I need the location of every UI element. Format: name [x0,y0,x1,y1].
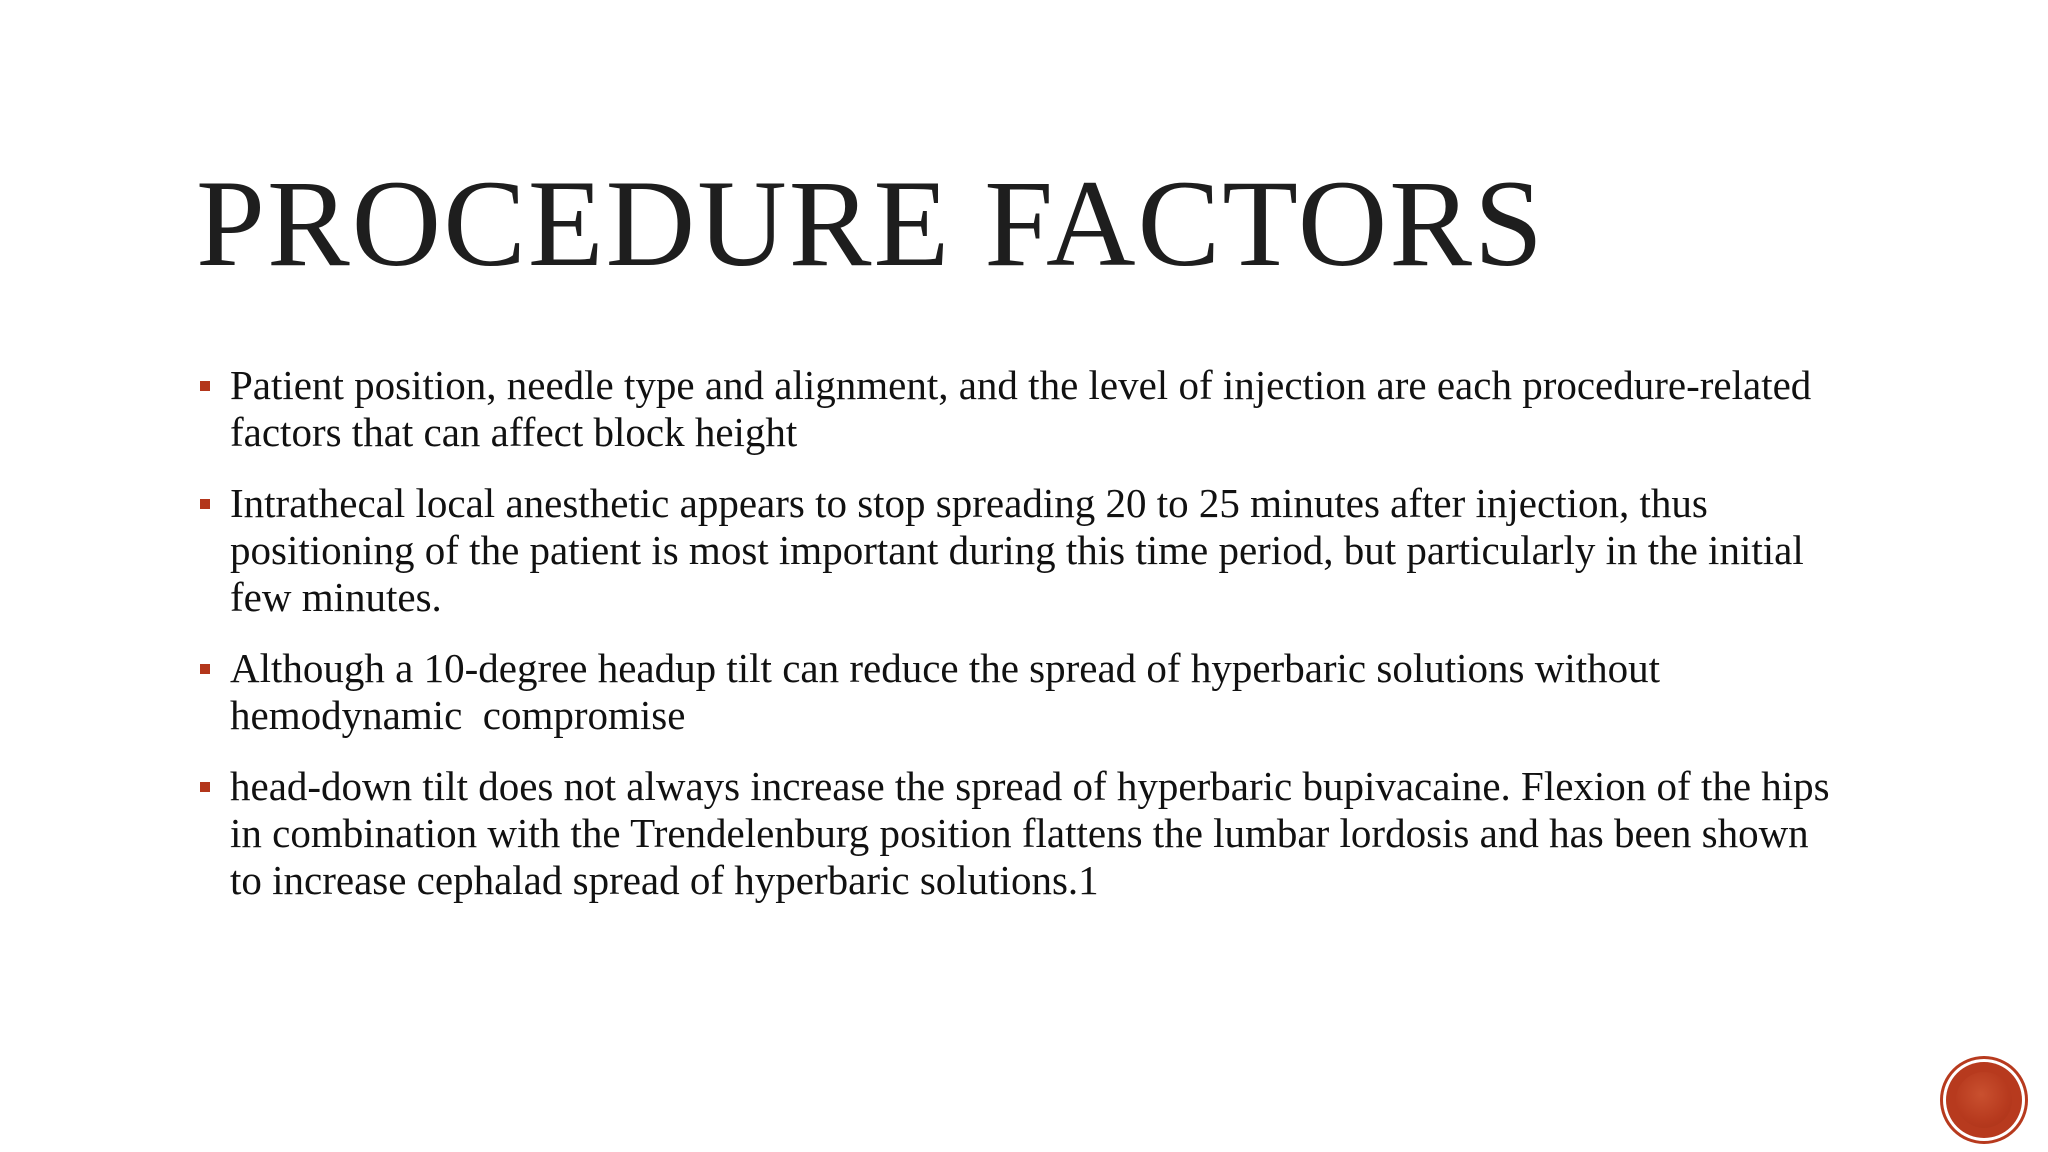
circle-nav-icon[interactable] [1946,1062,2022,1138]
bullet-list [196,362,1836,928]
bullet-item [196,480,1836,621]
slide-title: PROCEDURE FACTORS [196,155,1545,292]
square-bullet-icon [200,664,210,674]
bullet-text: Patient position, needle type and alignment, and the level of injection are each procedure-related factors that can affect block height [230,362,1812,455]
bullet-text: Intrathecal local anesthetic appears to stop spreading 20 to 25 minutes after injection, thus positioning of the patient is most important during this time period, but particularly in the initial few minutes. [230,480,1804,620]
square-bullet-icon [200,381,210,391]
square-bullet-icon [200,782,210,792]
bullet-item [196,362,1836,456]
bullet-item [196,763,1836,904]
bullet-text: Although a 10-degree headup tilt can reduce the spread of hyperbaric solutions without hemodynamic compromise [230,645,1681,738]
bullet-item [196,645,1836,739]
square-bullet-icon [200,499,210,509]
bullet-text: head-down tilt does not always increase the spread of hyperbaric bupivacaine. Flexion of the hips in combination with the Trendelenburg position flattens the lumbar lordosis and has been shown to increase cephalad spread of hyperbaric solutions.1 [230,763,1830,903]
